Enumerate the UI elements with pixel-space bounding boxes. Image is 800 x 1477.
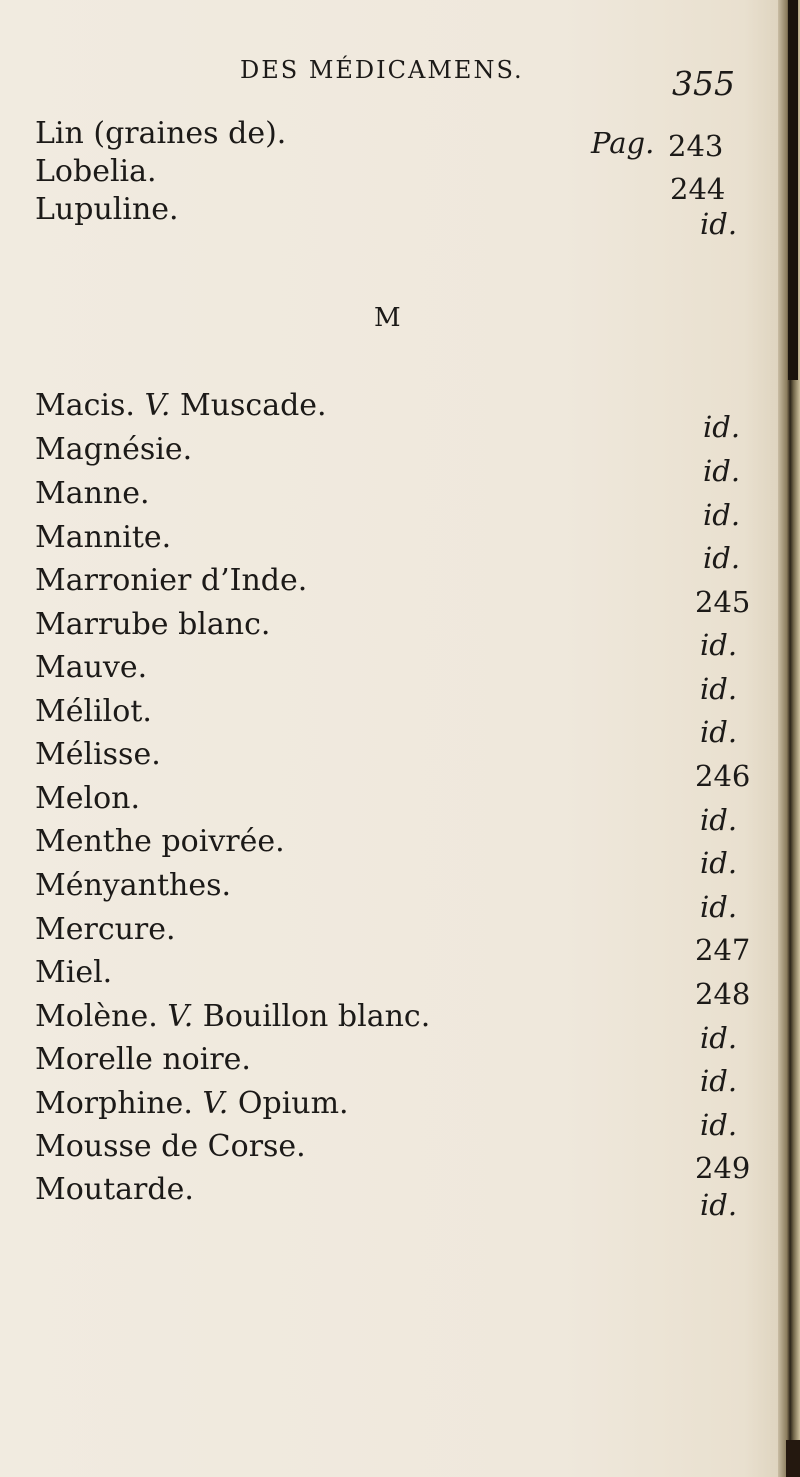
index-entry: Lupuline.: [35, 192, 179, 227]
index-entry: Melon.: [35, 781, 140, 816]
binding-shadow: [788, 0, 798, 380]
see-reference: V.: [202, 1086, 229, 1121]
page-ref: id.: [703, 410, 741, 444]
entry-label: Molène.: [35, 999, 168, 1034]
page-ref: id.: [700, 846, 738, 880]
index-entry: Mercure.: [35, 912, 176, 947]
page-ref: 245: [695, 585, 751, 619]
cross-reference-target: Muscade.: [170, 388, 327, 423]
page-ref: id.: [700, 672, 738, 706]
entry-label: Macis.: [35, 388, 145, 423]
index-entry: Mousse de Corse.: [35, 1129, 306, 1164]
page-ref: 246: [695, 759, 751, 793]
index-entry: [35, 999, 430, 1034]
binding-corner: [786, 1440, 800, 1477]
page-ref: id.: [700, 715, 738, 749]
page-ref: id.: [700, 1108, 738, 1142]
page-ref: 247: [695, 933, 751, 967]
index-entry: [35, 388, 327, 423]
page-ref: id.: [700, 207, 738, 241]
page-ref: id.: [703, 454, 741, 488]
page-ref: 249: [695, 1151, 751, 1185]
page-ref: id.: [700, 803, 738, 837]
see-reference: V.: [144, 388, 171, 423]
page-ref: 248: [695, 977, 751, 1011]
pag-label: Pag.: [591, 126, 655, 160]
index-entry: Manne.: [35, 476, 150, 511]
page-ref: id.: [700, 1064, 738, 1098]
index-entry: Menthe poivrée.: [35, 824, 285, 859]
index-entry: Marronier d’Inde.: [35, 563, 308, 598]
running-head: DES MÉDICAMENS.: [240, 56, 524, 84]
page-ref: id.: [700, 1188, 738, 1222]
page-ref: 244: [670, 172, 726, 206]
page-ref: 243: [668, 129, 724, 163]
page-ref: id.: [700, 890, 738, 924]
index-entry: Mannite.: [35, 520, 172, 555]
index-entry: Lin (graines de).: [35, 116, 287, 151]
page-ref: id.: [703, 498, 741, 532]
page-number: 355: [672, 64, 735, 103]
index-entry: [35, 1086, 349, 1121]
entry-label: Morphine.: [35, 1086, 203, 1121]
index-entry: Mélilot.: [35, 694, 152, 729]
index-entry: Mélisse.: [35, 737, 161, 772]
page-ref: id.: [700, 628, 738, 662]
index-entry: Morelle noire.: [35, 1042, 251, 1077]
index-entry: Mauve.: [35, 650, 148, 685]
page-ref: id.: [700, 1021, 738, 1055]
index-entry: Marrube blanc.: [35, 607, 271, 642]
page-ref: id.: [703, 541, 741, 575]
index-entry: Moutarde.: [35, 1172, 194, 1207]
index-entry: Magnésie.: [35, 432, 193, 467]
index-entry: Lobelia.: [35, 154, 157, 189]
cross-reference-target: Bouillon blanc.: [193, 999, 431, 1034]
see-reference: V.: [167, 999, 194, 1034]
index-entry: Miel.: [35, 955, 113, 990]
section-letter: M: [374, 303, 401, 333]
index-entry: Ményanthes.: [35, 868, 232, 903]
cross-reference-target: Opium.: [228, 1086, 349, 1121]
